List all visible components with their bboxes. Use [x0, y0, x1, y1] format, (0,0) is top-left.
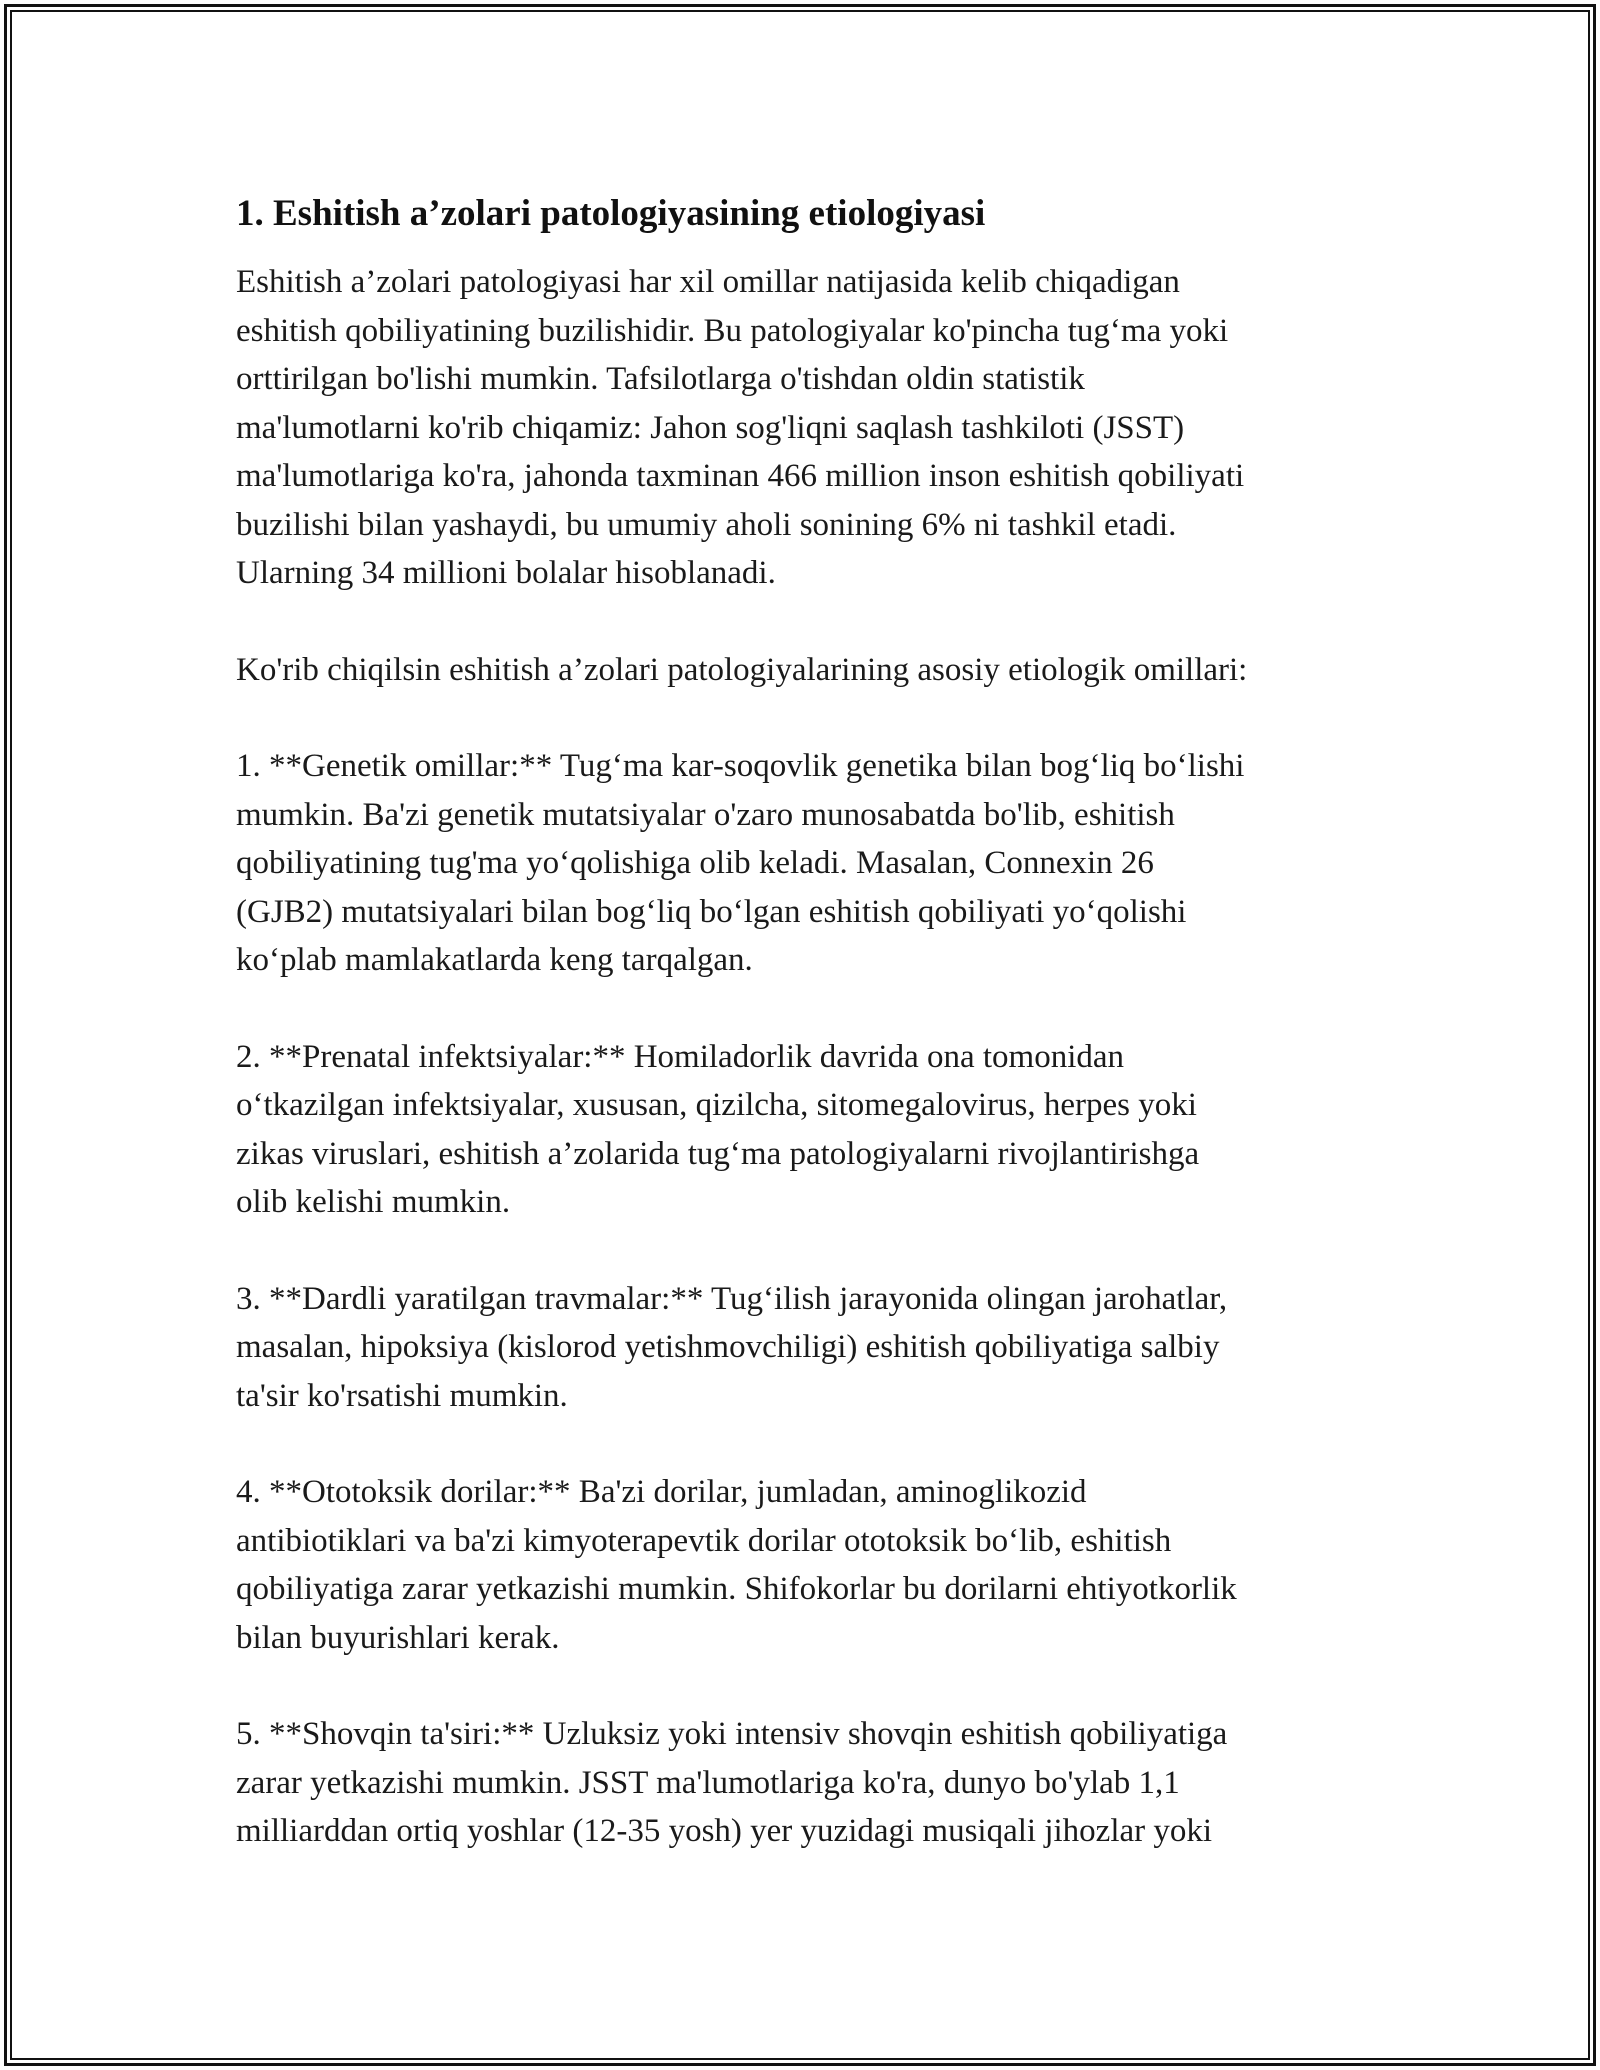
text-line: ko‘plab mamlakatlarda keng tarqalgan.: [236, 942, 753, 978]
paragraph-prenatal-infections: [236, 1033, 1366, 1227]
text-line: ma'lumotlarni ko'rib chiqamiz: Jahon sog'liqni saqlash tashkiloti (JSST): [236, 409, 1185, 446]
text-line: milliarddan ortiq yoshlar (12-35 yosh) yer yuzidagi musiqali jihozlar yoki: [236, 1813, 1213, 1849]
text-line: antibiotiklari va ba'zi kimyoterapevtik dorilar ototoksik bo‘lib, eshitish: [236, 1522, 1172, 1559]
text-line: qobiliyatining tug'ma yo‘qolishiga olib keladi. Masalan, Connexin 26: [236, 845, 1154, 881]
text-line: Ularning 34 millioni bolalar hisoblanadi.: [236, 555, 776, 591]
text-line: orttirilgan bo'lishi mumkin. Tafsilotlarga o'tishdan oldin statistik: [236, 361, 1085, 397]
text-line: 3. **Dardli yaratilgan travmalar:** Tug‘ilish jarayonida olingan jarohatlar,: [236, 1280, 1228, 1317]
paragraph-birth-trauma: [236, 1275, 1366, 1421]
text-line: buzilishi bilan yashaydi, bu umumiy aholi sonining 6% ni tashkil etadi.: [236, 506, 1177, 543]
paragraph-intro: [236, 258, 1366, 598]
text-line: 4. **Ototoksik dorilar:** Ba'zi dorilar, jumladan, aminoglikozid: [236, 1474, 1087, 1510]
section-title: 1. Eshitish a’zolari patologiyasining etiologiyasi: [236, 193, 986, 234]
text-line: zikas viruslari, eshitish a’zolarida tug‘ma patologiyalarni rivojlantirishga: [236, 1135, 1200, 1172]
text-line: eshitish qobiliyatining buzilishidir. Bu patologiyalar ko'pincha tug‘ma yoki: [236, 312, 1229, 349]
text-line: Ko'rib chiqilsin eshitish a’zolari patologiyalarining asosiy etiologik omillari:: [236, 651, 1248, 688]
paragraph-factors-intro: [236, 646, 1366, 695]
text-line: 2. **Prenatal infektsiyalar:** Homiladorlik davrida ona tomonidan: [236, 1038, 1125, 1075]
paragraph-noise-exposure: [236, 1710, 1366, 1856]
text-line: Eshitish a’zolari patologiyasi har xil omillar natijasida kelib chiqadigan: [236, 264, 1180, 300]
text-line: 1. **Genetik omillar:** Tug‘ma kar-soqovlik genetika bilan bog‘liq bo‘lishi: [236, 748, 1245, 784]
paragraph-genetic-factors: [236, 742, 1366, 985]
document-body: [236, 186, 1366, 1904]
text-line: 5. **Shovqin ta'siri:** Uzluksiz yoki intensiv shovqin eshitish qobiliyatiga: [236, 1716, 1228, 1752]
text-line: ta'sir ko'rsatishi mumkin.: [236, 1377, 568, 1414]
text-line: ma'lumotlariga ko'ra, jahonda taxminan 466 million inson eshitish qobiliyati: [236, 458, 1245, 494]
text-line: olib kelishi mumkin.: [236, 1184, 511, 1220]
text-line: mumkin. Ba'zi genetik mutatsiyalar o'zaro munosabatda bo'lib, eshitish: [236, 796, 1175, 833]
text-line: masalan, hipoksiya (kislorod yetishmovchiligi) eshitish qobiliyatiga salbiy: [236, 1329, 1220, 1365]
paragraph-ototoxic-drugs: [236, 1468, 1366, 1662]
text-line: zarar yetkazishi mumkin. JSST ma'lumotlariga ko'ra, dunyo bo'ylab 1,1: [236, 1764, 1180, 1801]
text-line: qobiliyatiga zarar yetkazishi mumkin. Shifokorlar bu dorilarni ehtiyotkorlik: [236, 1571, 1237, 1607]
text-line: o‘tkazilgan infektsiyalar, xususan, qizilcha, sitomegalovirus, herpes yoki: [236, 1087, 1197, 1123]
text-line: bilan buyurishlari kerak.: [236, 1619, 560, 1656]
text-line: (GJB2) mutatsiyalari bilan bog‘liq bo‘lgan eshitish qobiliyati yo‘qolishi: [236, 893, 1187, 930]
